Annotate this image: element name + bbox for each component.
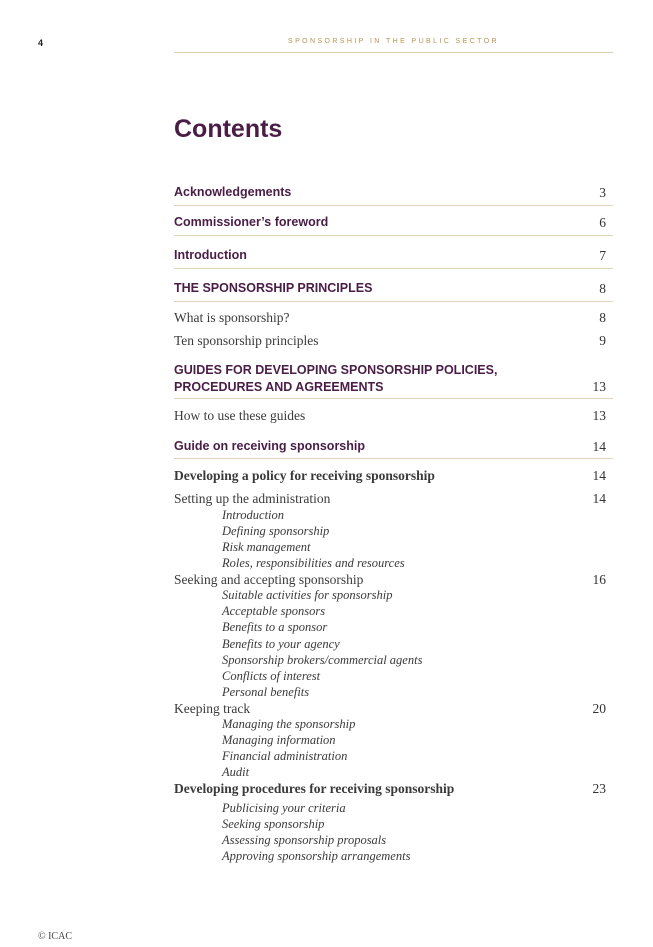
toc-subitem[interactable]: Benefits to a sponsor xyxy=(222,620,328,634)
toc-label: Developing procedures for receiving sponsorship xyxy=(174,781,455,796)
toc-label: Commissioner’s foreword xyxy=(174,215,329,229)
toc-subitem[interactable]: Managing information xyxy=(222,733,336,747)
toc-page-number: 9 xyxy=(599,333,606,348)
toc-subitem[interactable]: Financial administration xyxy=(222,749,348,763)
toc-label: Seeking and accepting sponsorship xyxy=(174,572,364,587)
toc-subitem[interactable]: Conflicts of interest xyxy=(222,669,321,683)
toc-subitem[interactable]: Publicising your criteria xyxy=(222,801,346,815)
toc-page-number: 3 xyxy=(599,185,606,200)
toc-label: Developing a policy for receiving sponsorship xyxy=(174,468,435,483)
toc-label-line2: PROCEDURES AND AGREEMENTS xyxy=(174,380,384,394)
toc-subitem[interactable]: Risk management xyxy=(222,540,311,554)
toc-subitem[interactable]: Defining sponsorship xyxy=(222,524,330,538)
toc-label-line1: GUIDES FOR DEVELOPING SPONSORSHIP POLICIES, xyxy=(174,363,498,377)
toc-subitem[interactable]: Personal benefits xyxy=(222,685,310,699)
running-header: SPONSORSHIP IN THE PUBLIC SECTOR xyxy=(174,38,613,53)
toc-page-number: 8 xyxy=(599,281,606,296)
toc-label: Acknowledgements xyxy=(174,185,292,199)
divider xyxy=(174,205,613,206)
toc-subitem[interactable]: Approving sponsorship arrangements xyxy=(222,849,411,863)
toc-page-number: 13 xyxy=(592,379,606,394)
divider xyxy=(174,458,613,459)
toc-page-number: 14 xyxy=(592,439,606,454)
copyright-footer: © ICAC xyxy=(38,931,72,942)
toc-label: How to use these guides xyxy=(174,408,306,423)
toc-subitem[interactable]: Assessing sponsorship proposals xyxy=(222,833,387,847)
toc-subitem[interactable]: Seeking sponsorship xyxy=(222,817,325,831)
toc-page-number: 20 xyxy=(592,701,606,716)
divider xyxy=(174,398,613,399)
toc-page-number: 8 xyxy=(599,310,606,325)
toc-page-number: 16 xyxy=(592,572,606,587)
toc-subitem[interactable]: Suitable activities for sponsorship xyxy=(222,588,393,602)
toc-label: Keeping track xyxy=(174,701,251,716)
toc-subitem[interactable]: Managing the sponsorship xyxy=(222,717,356,731)
divider xyxy=(174,301,613,302)
toc-label: Setting up the administration xyxy=(174,491,331,506)
toc-label: THE SPONSORSHIP PRINCIPLES xyxy=(174,281,373,295)
page-number: 4 xyxy=(38,38,44,48)
page-title: Contents xyxy=(174,115,283,143)
toc-page-number: 14 xyxy=(592,468,606,483)
toc-page-number: 23 xyxy=(592,781,606,796)
toc-label: Guide on receiving sponsorship xyxy=(174,439,366,453)
toc-label: Introduction xyxy=(174,248,247,262)
toc-label: What is sponsorship? xyxy=(174,310,290,325)
toc-label: Ten sponsorship principles xyxy=(174,333,319,348)
toc-subitem[interactable]: Acceptable sponsors xyxy=(222,604,326,618)
toc-page-number: 13 xyxy=(592,408,606,423)
toc-subitem[interactable]: Benefits to your agency xyxy=(222,637,340,651)
toc-page-number: 14 xyxy=(592,491,606,506)
toc-subitem[interactable]: Audit xyxy=(222,765,250,779)
toc-subitem[interactable]: Roles, responsibilities and resources xyxy=(222,556,405,570)
toc-subitem[interactable]: Introduction xyxy=(222,508,285,522)
toc-page-number: 6 xyxy=(599,215,606,230)
toc-page-number: 7 xyxy=(599,248,606,263)
toc-subitem[interactable]: Sponsorship brokers/commercial agents xyxy=(222,653,423,667)
divider xyxy=(174,235,613,236)
divider xyxy=(174,268,613,269)
